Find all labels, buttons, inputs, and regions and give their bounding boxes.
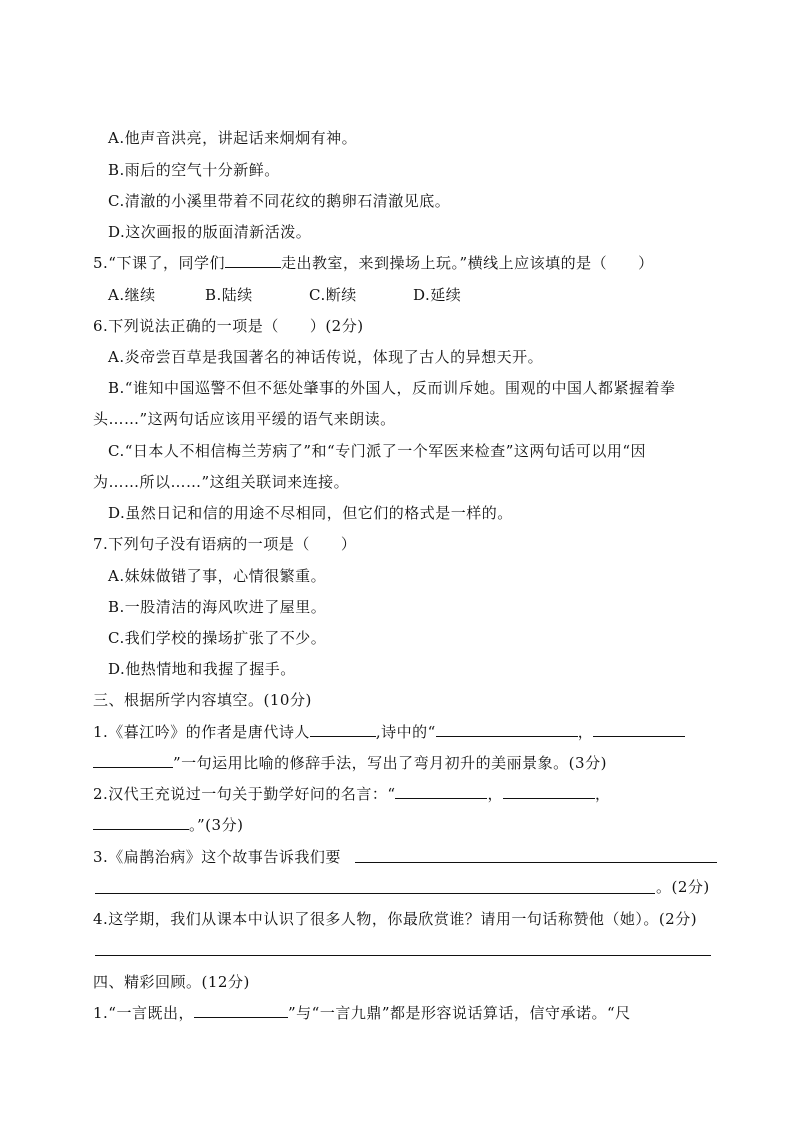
q7-option-d: D.他热情地和我握了握手。 <box>108 660 296 678</box>
quote-blank-1[interactable] <box>395 784 487 799</box>
s3-q3-part1: 3.《扁鹊治病》这个故事告诉我们要 <box>93 848 341 866</box>
idiom-blank[interactable] <box>194 1003 288 1018</box>
s3-q3-points: 。(2分) <box>656 878 710 896</box>
s3-q4: 4.这学期，我们从课本中认识了很多人物，你最欣赏谁？请用一句话称赞他（她）。(2分) <box>93 910 698 928</box>
poem-line-blank-3[interactable] <box>93 753 173 768</box>
q6-option-b-line1: B.“谁知中国巡警不但不惩处肇事的外国人，反而训斥她。围观的中国人都紧握着拳 <box>108 379 676 397</box>
q6-option-c-line1: C.“日本人不相信梅兰芳病了”和“专门派了一个军医来检查”这两句话可以用“因 <box>108 442 647 460</box>
poem-line-blank-2[interactable] <box>593 722 685 737</box>
q7-option-a: A.妹妹做错了事，心情很繁重。 <box>108 567 327 585</box>
poet-blank[interactable] <box>310 722 376 737</box>
lesson-answer-line-1[interactable] <box>355 862 717 863</box>
q5-option-b: B.陆续 <box>205 286 253 304</box>
q4-option-d: D.这次画报的版面清新活泼。 <box>108 223 312 241</box>
s3-q1-part4: ”一句运用比喻的修辞手法，写出了弯月初升的美丽景象。(3分) <box>173 754 607 772</box>
q4-option-b: B.雨后的空气十分新鲜。 <box>108 161 280 179</box>
s3-q1-part3: ， <box>577 723 594 741</box>
s3-q2-part4: 。”(3分) <box>189 816 244 834</box>
q5-option-c: C.断续 <box>309 286 357 304</box>
s3-q1-line1 <box>93 722 685 742</box>
q6-stem: 6.下列说法正确的一项是（ ）(2分) <box>93 317 364 335</box>
s3-q1-part2: ,诗中的“ <box>375 723 436 741</box>
q7-stem: 7.下列句子没有语病的一项是（ ） <box>93 535 357 553</box>
q7-option-c: C.我们学校的操场扩张了不少。 <box>108 629 327 647</box>
s4-q1-line1 <box>93 1003 631 1023</box>
q6-option-d: D.虽然日记和信的用途不尽相同，但它们的格式是一样的。 <box>108 504 513 522</box>
q5-option-a: A.继续 <box>108 286 156 304</box>
s3-q1-line2 <box>93 753 607 773</box>
lesson-answer-line-2[interactable] <box>95 893 655 894</box>
q5-stem-part1: 5.“下课了，同学们 <box>93 254 225 272</box>
q5-stem <box>93 253 654 273</box>
q5-stem-part2: 走出教室，来到操场上玩。”横线上应该填的是（ ） <box>280 254 654 272</box>
q5-option-d: D.延续 <box>413 286 462 304</box>
s3-q2-part1: 2.汉代王充说过一句关于勤学好问的名言：“ <box>93 785 396 803</box>
quote-blank-2[interactable] <box>503 784 595 799</box>
s3-q3-line1 <box>93 847 341 867</box>
q7-option-b: B.一股清洁的海风吹进了屋里。 <box>108 598 327 616</box>
s3-q2-part3: ， <box>595 785 611 803</box>
section3-title: 三、根据所学内容填空。(10分) <box>93 691 312 709</box>
q4-option-c: C.清澈的小溪里带着不同花纹的鹅卵石清澈见底。 <box>108 192 451 210</box>
s4-q1-part2: ”与“一言九鼎”都是形容说话算话，信守承诺。“尺 <box>287 1004 631 1022</box>
q6-option-c-line2: 为……所以……”这组关联词来连接。 <box>93 473 350 491</box>
s3-q2-line1 <box>93 784 611 804</box>
praise-answer-line[interactable] <box>95 955 711 956</box>
s3-q1-part1: 1.《暮江吟》的作者是唐代诗人 <box>93 723 310 741</box>
q6-option-b-line2: 头……”这两句话应该用平缓的语气来朗读。 <box>93 410 396 428</box>
q5-answer-blank[interactable] <box>225 253 281 268</box>
s3-q2-line2 <box>93 815 243 835</box>
section4-title: 四、精彩回顾。(12分) <box>93 973 250 991</box>
q6-option-a: A.炎帝尝百草是我国著名的神话传说，体现了古人的异想天开。 <box>108 348 544 366</box>
s4-q1-part1: 1.“一言既出， <box>93 1004 194 1022</box>
s3-q2-part2: ， <box>487 785 503 803</box>
q4-option-a: A.他声音洪亮，讲起话来炯炯有神。 <box>108 129 358 147</box>
poem-line-blank-1[interactable] <box>436 722 578 737</box>
quote-blank-3[interactable] <box>93 815 189 830</box>
